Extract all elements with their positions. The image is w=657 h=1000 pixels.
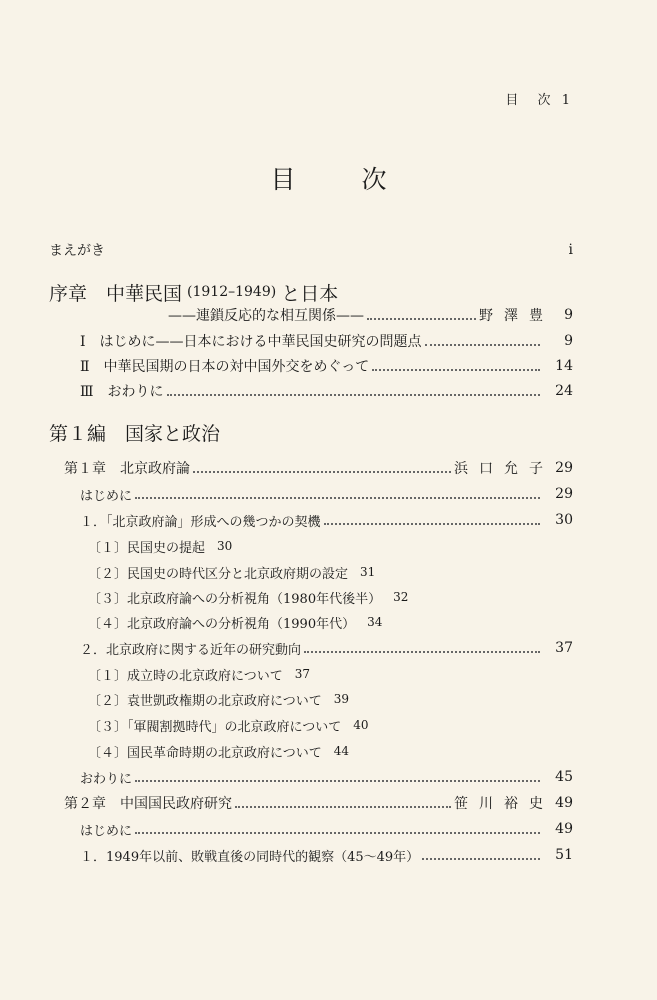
leader-dots bbox=[422, 858, 540, 860]
running-head-title-b: 次 bbox=[537, 93, 552, 108]
ch1-end-page: 45 bbox=[555, 769, 573, 785]
intro-section-3 bbox=[80, 380, 573, 402]
page-title bbox=[0, 160, 657, 196]
leader-dots bbox=[193, 471, 451, 473]
ch2-intro-page: 49 bbox=[555, 821, 573, 837]
intro-section-2-page: 14 bbox=[555, 358, 573, 374]
ch1-section-1-page: 30 bbox=[555, 512, 573, 528]
intro-section-3-label: Ⅲ おわりに bbox=[80, 384, 164, 400]
leader-dots bbox=[235, 806, 451, 808]
intro-section-3-page: 24 bbox=[555, 383, 573, 399]
ch1-s1-sub-4-label: 〔４〕北京政府論への分析視角（1990年代） bbox=[88, 616, 356, 632]
ch2-author: 笹川裕史 bbox=[454, 796, 554, 812]
ch1-intro-entry bbox=[80, 483, 573, 505]
running-head-title-a: 目 bbox=[505, 93, 520, 108]
intro-chapter-title bbox=[49, 279, 573, 305]
running-head bbox=[505, 89, 571, 108]
ch2-section-1-label: １．1949年以前、敗戦直後の同時代的観察（45〜49年） bbox=[80, 849, 420, 865]
ch1-s2-sub-3-label: 〔３〕「軍閥割拠時代」の北京政府について bbox=[88, 719, 342, 735]
ch1-section-2-label: ２．北京政府に関する近年の研究動向 bbox=[80, 642, 302, 658]
ch1-label: 第１章 北京政府論 bbox=[64, 461, 190, 477]
ch2-section-1-page: 51 bbox=[555, 847, 573, 863]
leader-dots bbox=[425, 344, 540, 346]
ch1-s2-sub-4-label: 〔４〕国民革命時期の北京政府について bbox=[88, 745, 322, 761]
ch2-entry bbox=[64, 792, 573, 814]
leader-dots bbox=[304, 651, 540, 653]
ch1-s1-sub-3-page: 32 bbox=[393, 590, 409, 604]
ch1-s1-sub-1-page: 30 bbox=[217, 539, 233, 553]
ch1-s2-sub-4-page: 44 bbox=[333, 744, 350, 758]
intro-section-1 bbox=[80, 330, 573, 352]
leader-dots bbox=[324, 523, 540, 525]
ch1-section-1 bbox=[80, 509, 573, 531]
ch1-s1-sub-4-page: 34 bbox=[367, 615, 383, 629]
ch1-section-2-page: 37 bbox=[555, 640, 573, 656]
leader-dots bbox=[135, 780, 540, 782]
intro-section-1-page: 9 bbox=[564, 333, 573, 349]
intro-title-suffix: と日本 bbox=[281, 282, 339, 305]
ch1-page: 29 bbox=[555, 460, 573, 476]
ch1-s1-sub-2-page: 31 bbox=[360, 565, 376, 579]
ch2-intro-entry bbox=[80, 818, 573, 840]
preface-label: まえがき bbox=[49, 243, 105, 259]
ch1-s2-sub-1-label: 〔１〕成立時の北京政府について bbox=[88, 668, 283, 684]
intro-title-years: (1912–1949) bbox=[187, 284, 277, 300]
ch1-s2-sub-2 bbox=[88, 688, 349, 710]
ch1-s1-sub-3 bbox=[88, 586, 408, 608]
intro-subtitle: ——連鎖反応的な相互関係—— bbox=[168, 308, 364, 324]
ch1-s1-sub-3-label: 〔３〕北京政府論への分析視角（1980年代後半） bbox=[88, 591, 382, 607]
running-head-page: 1 bbox=[561, 93, 571, 108]
ch1-s1-sub-2-label: 〔２〕民国史の時代区分と北京政府期の設定 bbox=[88, 566, 349, 582]
ch1-section-1-label: １．「北京政府論」形成への幾つかの契機 bbox=[80, 514, 321, 530]
intro-section-2 bbox=[80, 355, 573, 377]
ch1-author: 浜口允子 bbox=[454, 461, 554, 477]
intro-page: 9 bbox=[564, 307, 573, 323]
intro-title-prefix: 序章 中華民国 bbox=[49, 282, 183, 305]
ch1-s2-sub-3-page: 40 bbox=[353, 718, 369, 732]
ch1-s2-sub-2-label: 〔２〕袁世凱政権期の北京政府について bbox=[88, 693, 322, 709]
preface-page: i bbox=[568, 242, 573, 258]
leader-dots bbox=[135, 832, 540, 834]
intro-subtitle-entry bbox=[168, 304, 573, 326]
ch1-s2-sub-1 bbox=[88, 663, 310, 685]
ch1-s2-sub-2-page: 39 bbox=[333, 692, 350, 706]
ch1-section-2 bbox=[80, 637, 573, 659]
intro-section-1-label: Ⅰ はじめに——日本における中華民国史研究の問題点 bbox=[80, 334, 422, 350]
ch2-label: 第２章 中国国民政府研究 bbox=[64, 796, 232, 812]
ch2-intro-label: はじめに bbox=[80, 823, 133, 839]
ch1-s1-sub-1 bbox=[88, 535, 232, 557]
ch1-s2-sub-1-page: 37 bbox=[294, 667, 311, 681]
preface-entry bbox=[49, 239, 573, 261]
leader-dots bbox=[135, 497, 540, 499]
ch2-section-1 bbox=[80, 844, 573, 866]
ch1-s2-sub-4 bbox=[88, 740, 349, 762]
ch1-entry bbox=[64, 457, 573, 479]
part1-label: 第１編 国家と政治 bbox=[49, 422, 221, 445]
leader-dots bbox=[367, 318, 476, 320]
page-title-a: 目 bbox=[270, 165, 296, 194]
ch1-intro-page: 29 bbox=[555, 486, 573, 502]
page-title-b: 次 bbox=[361, 165, 387, 194]
ch1-intro-label: はじめに bbox=[80, 488, 133, 504]
ch1-s1-sub-4 bbox=[88, 611, 382, 633]
ch1-s2-sub-3 bbox=[88, 714, 369, 736]
leader-dots bbox=[372, 369, 540, 371]
ch1-s1-sub-2 bbox=[88, 561, 375, 583]
leader-dots bbox=[167, 394, 540, 396]
intro-author: 野澤豊 bbox=[479, 308, 554, 324]
ch1-s1-sub-1-label: 〔１〕民国史の提起 bbox=[88, 540, 206, 556]
ch1-end-entry bbox=[80, 766, 573, 788]
ch1-end-label: おわりに bbox=[80, 771, 133, 787]
part1-title bbox=[49, 419, 573, 445]
ch2-page: 49 bbox=[555, 795, 573, 811]
intro-section-2-label: Ⅱ 中華民国期の日本の対中国外交をめぐって bbox=[80, 359, 370, 375]
